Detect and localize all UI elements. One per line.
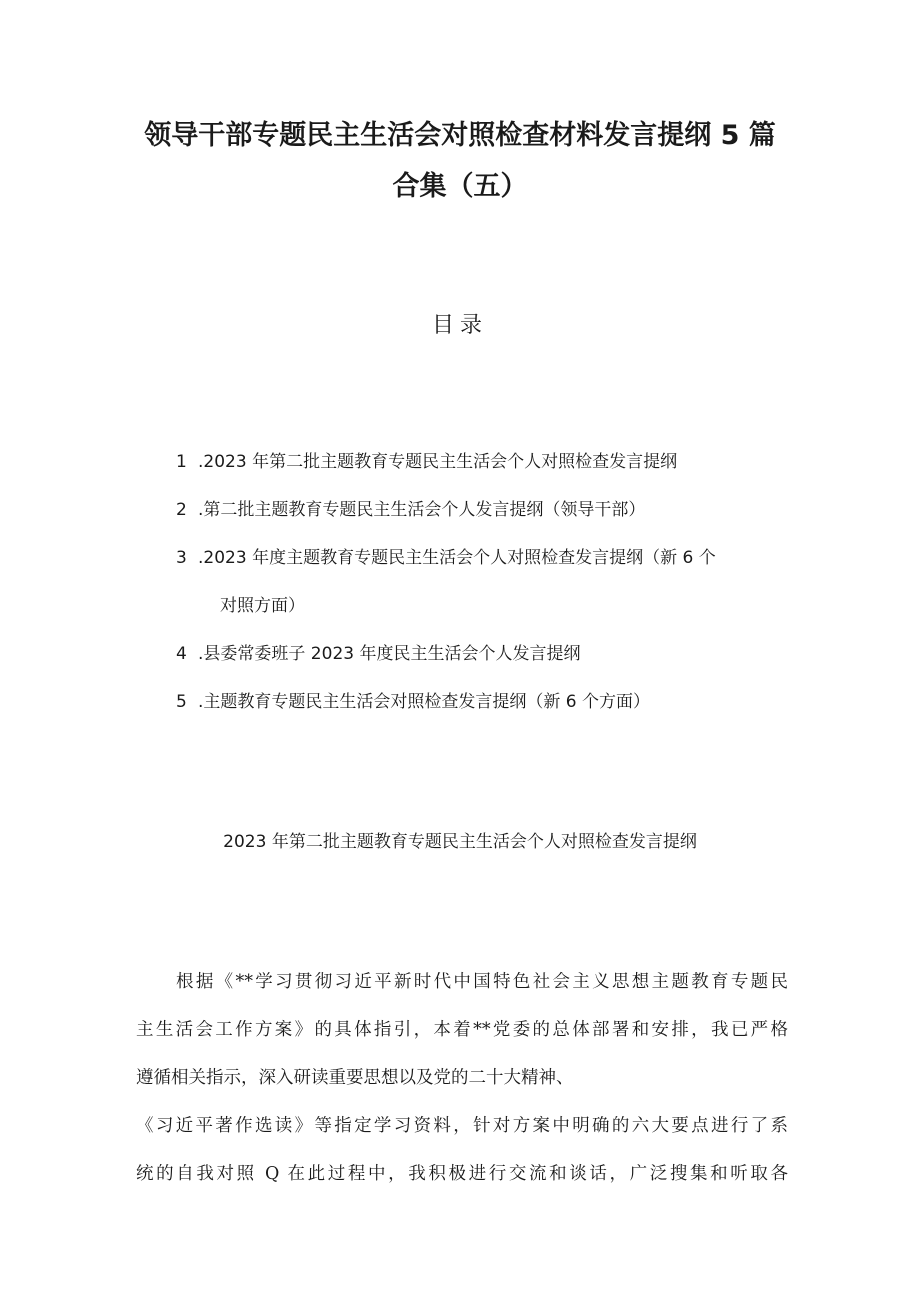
toc-item-text: .主题教育专题民主生活会对照检查发言提纲（新 6 个方面） xyxy=(198,692,651,712)
toc-item-3-continuation[interactable]: 对照方面） xyxy=(220,596,305,616)
toc-item-text: .2023 年度主题教育专题民主生活会个人对照检查发言提纲（新 6 个 xyxy=(198,548,716,568)
toc-item-number: 2 xyxy=(176,500,187,520)
toc-item-3[interactable] xyxy=(176,546,796,570)
paragraph-line: 《习近平著作选读》等指定学习资料，针对方案中明确的六大要点进行了系 xyxy=(136,1116,788,1136)
paragraph-line: 统的自我对照 Q 在此过程中，我积极进行交流和谈话，广泛搜集和听取各 xyxy=(136,1164,788,1184)
toc-item-number: 5 xyxy=(176,692,187,712)
paragraph-line: 主生活会工作方案》的具体指引，本着**党委的总体部署和安排，我已严格 xyxy=(136,1020,788,1040)
document-title-line-2: 合集（五） xyxy=(392,171,528,202)
toc-item-number: 4 xyxy=(176,644,187,664)
toc-item-number: 1 xyxy=(176,452,187,472)
paragraph-line: 根据《**学习贯彻习近平新时代中国特色社会主义思想主题教育专题民 xyxy=(176,972,788,992)
toc-item-text: .第二批主题教育专题民主生活会个人发言提纲（领导干部） xyxy=(198,500,646,520)
toc-item-text: .县委常委班子 2023 年度民主生活会个人发言提纲 xyxy=(198,644,581,664)
toc-item-5[interactable] xyxy=(176,690,796,714)
toc-heading: 目录 xyxy=(431,313,488,338)
toc-item-4[interactable] xyxy=(176,642,796,666)
toc-item-2[interactable] xyxy=(176,498,796,522)
paragraph-line: 遵循相关指示，深入研读重要思想以及党的二十大精神、 xyxy=(136,1068,574,1088)
section-title: 2023 年第二批主题教育专题民主生活会个人对照检查发言提纲 xyxy=(223,832,697,852)
toc-item-number: 3 xyxy=(176,548,187,568)
toc-item-1[interactable] xyxy=(176,450,796,474)
toc-item-text: .2023 年第二批主题教育专题民主生活会个人对照检查发言提纲 xyxy=(198,452,678,472)
document-title-line-1: 领导干部专题民主生活会对照检查材料发言提纲 5 篇 xyxy=(144,120,776,151)
